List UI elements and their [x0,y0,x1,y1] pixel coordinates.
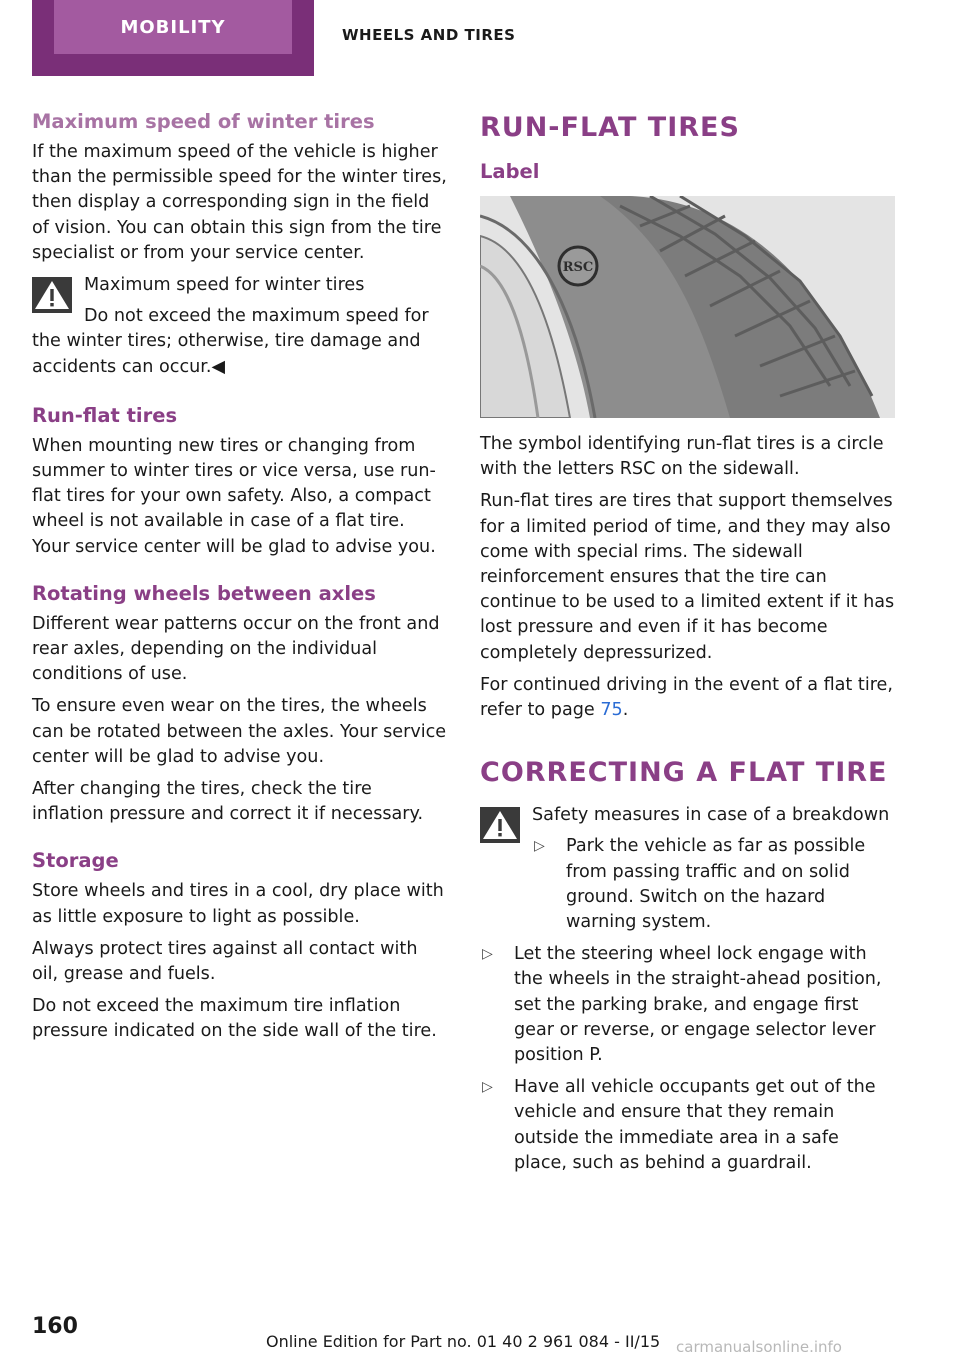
triangle-bullet-icon: ▷ [482,1079,493,1096]
warning-body: Do not exceed the maximum speed for the winter tires; otherwise, tire damage and accidents can occur.◀ [32,306,429,377]
tire-illustration [480,196,895,418]
page-link[interactable]: 75 [600,700,623,721]
paragraph-symbol: The symbol identifying run-flat tires is a circle with the letters RSC on the sidewall. [480,434,884,480]
paragraph-winter-speed: If the maximum speed of the vehicle is higher than the permissible speed for the winter tires, then display a corresponding sign in the field of vision. You can obtain this sign from the tire specialist or from your service center. [32,142,447,263]
right-column [480,108,895,1183]
page-number: 160 [32,1314,78,1339]
paragraph-storage-3: Do not exceed the maximum tire inflation pressure indicated on the side wall of the tire. [32,996,437,1042]
heading-runflat: Run-flat tires [32,403,178,427]
paragraph-storage-1: Store wheels and tires in a cool, dry place with as little exposure to light as possible. [32,881,444,927]
paragraph-rotating-1: Different wear patterns occur on the front and rear axles, depending on the individual conditions of use. [32,613,440,685]
triangle-bullet-icon: ▷ [482,946,493,963]
warning-triangle-icon [32,277,72,313]
list-item: ▷ Have all vehicle occupants get out of the vehicle and ensure that they remain outside the immediate area in a safe place, such as behind a guardrail. [482,1077,876,1173]
list-item: ▷ Park the vehicle as far as possible from passing traffic and on solid ground. Switch on the hazard warning system. [534,836,866,933]
chapter-tab[interactable] [32,0,314,76]
heading-correcting: CORRECTING A FLAT TIRE [480,757,888,789]
heading-winter-speed: Maximum speed of winter tires [32,110,375,133]
edition-text: Online Edition for Part no. 01 40 2 961 084 - II/15 [266,1332,661,1351]
left-column [32,108,447,1052]
paragraph-rotating-3: After changing the tires, check the tire inflation pressure and correct it if necessary. [32,779,424,825]
heading-rotating: Rotating wheels between axles [32,581,376,605]
paragraph-continued: For continued driving in the event of a flat tire, refer to page 75. [480,674,893,721]
bullet-list [480,942,895,1176]
triangle-bullet-icon: ▷ [534,838,545,855]
watermark: carmanualsonline.info [676,1338,842,1356]
rsc-logo: RSC [562,260,594,275]
heading-runflat-tires: RUN-FLAT TIRES [480,112,740,143]
warning-breakdown [480,803,895,935]
list-item: ▷ Let the steering wheel lock engage with the wheels in the straight-ahead position, set the parking brake, and engage first gear or reverse, or engage selector lever position P. [482,944,882,1066]
warning-triangle-icon [480,807,520,843]
warning-title: Maximum speed for winter tires [84,275,365,296]
paragraph-runflat: When mounting new tires or changing from summer to winter tires or vice versa, use run-flat tires for your own safety. Also, a compact wheel is not available in case of a flat tire. Your service center will be glad to advise you. [32,435,436,557]
heading-storage: Storage [32,849,119,873]
paragraph-rotating-2: To ensure even wear on the tires, the wheels can be rotated between the axles. Your service center will be glad to advise you. [32,696,447,767]
section-title: WHEELS AND TIRES [342,26,516,44]
warning-title: Safety measures in case of a breakdown [532,805,890,826]
heading-label: Label [480,160,540,183]
warning-winter-speed [32,273,447,298]
paragraph-support: Run-flat tires are tires that support themselves for a limited period of time, and they may also come with special rims. The sidewall reinforcement ensures that the tire can continue to be used to a limited extent if it has lost pressure and even if it has become completely depressurized. [480,491,895,663]
paragraph-storage-2: Always protect tires against all contact with oil, grease and fuels. [32,938,418,985]
warning-bullet-list [532,834,895,935]
chapter-tab-label: MOBILITY [54,0,292,54]
